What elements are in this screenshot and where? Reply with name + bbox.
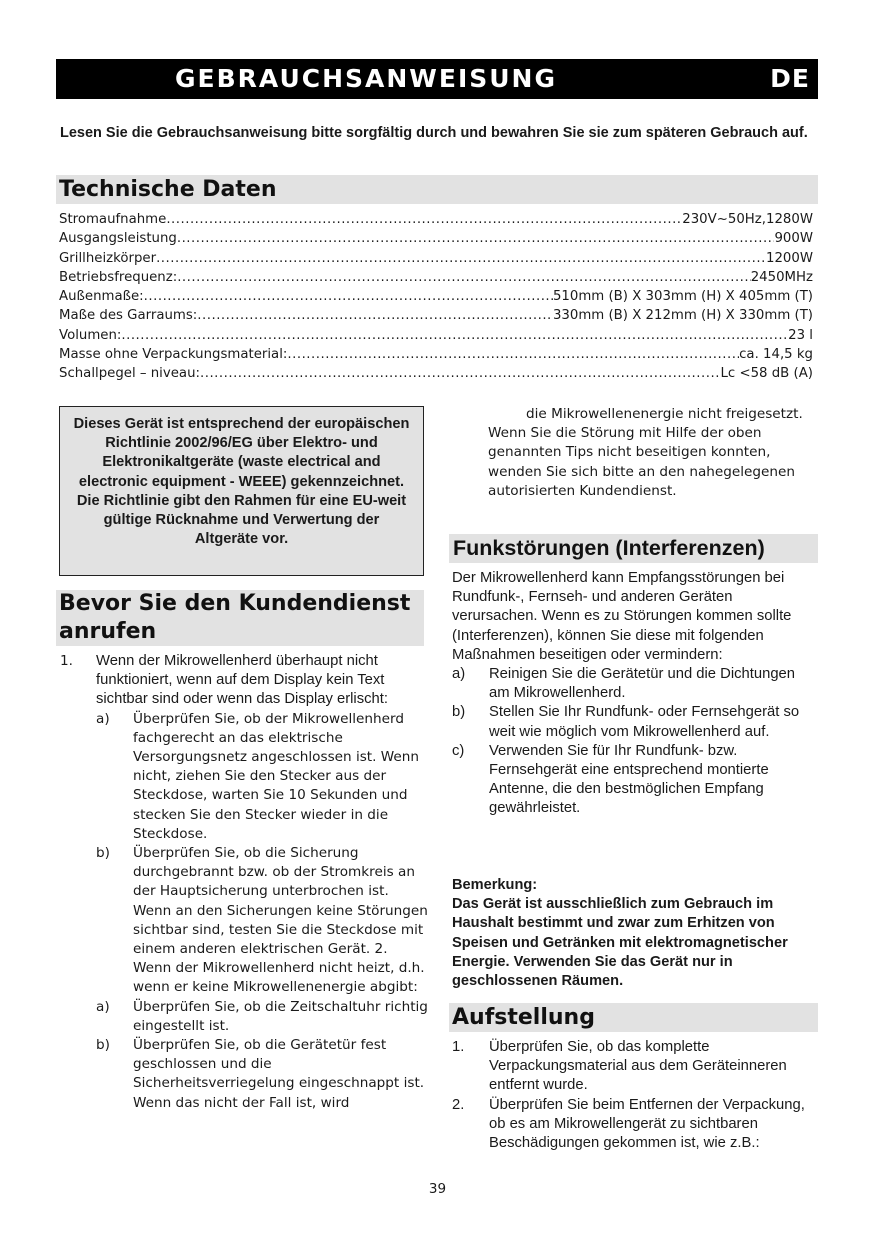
list-marker: b)	[452, 704, 466, 721]
list-item-text: Überprüfen Sie, ob der Mikrowellenherd fachgerecht an das elektrische Versorgungsnetz angeschlossen ist. Wenn nicht, ziehen Sie den Stecker aus der Steckdose, warten Sie 10 Sekunden und stecken Sie den Stecker wieder in die Steckdose.	[133, 710, 420, 842]
spec-value: 900W	[774, 231, 813, 247]
spec-row	[59, 364, 813, 383]
section-heading-funkstoerungen: Funkstörungen (Interferenzen)	[449, 534, 818, 563]
list-marker: c)	[452, 742, 465, 759]
list-marker: 2.	[452, 1096, 465, 1113]
spec-value: 2450MHz	[750, 269, 813, 285]
list-marker: a)	[452, 666, 466, 683]
kundendienst-continuation	[488, 405, 813, 501]
weee-notice-box: Dieses Gerät ist entsprechend der europäischen Richtlinie 2002/96/EG über Elektro- und Elektronikaltgeräte (waste electrical and electronic equipment - WEEE) gekennzeichnet. Die Richtlinie gibt den Rahmen für eine EU-weit gültige Rücknahme und Verwertung der Altgeräte vor.	[59, 406, 424, 576]
note-box	[452, 876, 818, 991]
spec-value: 1200W	[766, 250, 813, 266]
list-item-text: Überprüfen Sie, ob die Gerätetür fest geschlossen und die Sicherheitsverriegelung eingeschnappt ist. Wenn das nicht der Fall ist, wird	[133, 1037, 425, 1111]
spec-value: ca. 14,5 kg	[739, 347, 813, 363]
note-label: Bemerkung:	[452, 877, 538, 893]
spec-row	[59, 287, 813, 306]
list-item-text: Überprüfen Sie, ob das komplette Verpackungsmaterial aus dem Geräteinneren entfernt wurde.	[489, 1039, 787, 1094]
kundendienst-list	[60, 652, 428, 1113]
title-bar	[56, 59, 818, 99]
list-item	[60, 652, 428, 710]
note-text: Das Gerät ist ausschließlich zum Gebrauch im Haushalt bestimmt und zwar zum Erhitzen von Speisen und Getränken mit elektromagnetischer Energie. Verwenden Sie das Gerät nur in geschlossenen Räumen.	[452, 896, 788, 990]
list-item-text: Reinigen Sie die Gerätetür und die Dichtungen am Mikrowellenherd.	[489, 666, 796, 702]
spec-table	[59, 210, 813, 384]
list-marker: 1.	[60, 653, 73, 669]
spec-row	[59, 326, 813, 345]
spec-label: Volumen:	[59, 327, 122, 343]
spec-row	[59, 210, 813, 229]
list-marker: a)	[96, 998, 110, 1015]
page-number: 39	[428, 1181, 447, 1197]
spec-label: Betriebsfrequenz:	[59, 269, 178, 285]
list-item	[452, 742, 818, 819]
list-marker: b)	[96, 845, 110, 862]
spec-label: Stromaufnahme	[59, 212, 167, 227]
list-item	[60, 844, 428, 998]
list-item-text: Überprüfen Sie beim Entfernen der Verpackung, ob es am Mikrowellengerät zu sichtbaren Beschädigungen gekommen ist, wie z.B.:	[489, 1096, 805, 1152]
spec-label: Ausgangsleistung	[59, 231, 177, 247]
section-heading-technische-daten: Technische Daten	[56, 175, 818, 204]
continuation-text: die Mikrowellenenergie nicht freigesetzt.	[526, 406, 803, 422]
funk-section	[452, 569, 818, 819]
list-marker: b)	[96, 1037, 110, 1054]
aufstellung-list	[452, 1038, 818, 1153]
list-marker: 1.	[452, 1039, 465, 1055]
spec-row	[59, 268, 813, 287]
list-marker: a)	[96, 710, 110, 727]
list-item	[452, 703, 818, 741]
spec-label: Grillheizkörper	[59, 250, 157, 266]
list-item-text: Stellen Sie Ihr Rundfunk- oder Fernsehgerät so weit wie möglich vom Mikrowellenherd auf.	[489, 704, 800, 740]
spec-label: Maße des Garraums:	[59, 308, 198, 324]
spec-value: 510mm (B) X 303mm (H) X 405mm (T)	[552, 289, 813, 305]
list-item	[452, 1038, 818, 1096]
language-code: DE	[770, 64, 810, 93]
page-title: GEBRAUCHSANWEISUNG	[174, 64, 558, 93]
spec-row	[59, 229, 813, 248]
continuation-text: Wenn Sie die Störung mit Hilfe der oben genannten Tips nicht beseitigen konnten, wenden Sie sich bitte an den nahegelegenen autorisierten Kundendienst.	[488, 425, 795, 499]
section-heading-aufstellung: Aufstellung	[449, 1003, 818, 1032]
spec-label: Masse ohne Verpackungsmaterial:	[59, 347, 288, 363]
spec-value: 23 l	[788, 327, 813, 343]
spec-label: Außenmaße:	[59, 289, 144, 305]
intro-text: Lesen Sie die Gebrauchsanweisung bitte sorgfältig durch und bewahren Sie sie zum späteren Gebrauch auf.	[60, 125, 808, 141]
spec-row	[59, 249, 813, 268]
section-heading-kundendienst: Bevor Sie den Kundendienst anrufen	[56, 590, 424, 646]
list-item	[60, 998, 428, 1036]
spec-value: Lc <58 dB (A)	[720, 366, 813, 382]
spec-value: 230V~50Hz,1280W	[682, 212, 813, 227]
funk-intro: Der Mikrowellenherd kann Empfangsstörungen bei Rundfunk-, Fernseh- und anderen Geräten verursachen. Wenn es zu Störungen kommen sollte (Interferenzen), können Sie diese mit folgenden Maßnahmen beseitigen oder vermindern:	[452, 570, 792, 663]
list-item	[60, 1036, 428, 1113]
list-item-text: Überprüfen Sie, ob die Zeitschaltuhr richtig eingestellt ist.	[133, 998, 428, 1034]
spec-value: 330mm (B) X 212mm (H) X 330mm (T)	[552, 308, 813, 324]
list-item-text: Wenn der Mikrowellenherd überhaupt nicht funktioniert, wenn auf dem Display kein Text sichtbar sind oder wenn das Display erlischt:	[96, 653, 388, 708]
list-item	[60, 710, 428, 844]
spec-row	[59, 345, 813, 364]
list-item-text: Verwenden Sie für Ihr Rundfunk- bzw. Fernsehgerät eine entsprechend montierte Antenne, die den bestmöglichen Empfang gewährleistet.	[489, 742, 769, 817]
spec-label: Schallpegel – niveau:	[59, 366, 200, 382]
spec-row	[59, 306, 813, 325]
list-item	[452, 665, 818, 703]
list-item	[452, 1096, 818, 1154]
list-item-text: Überprüfen Sie, ob die Sicherung durchgebrannt bzw. ob der Stromkreis an der Hauptsicherung unterbrochen ist. Wenn an den Sicherungen keine Störungen sichtbar sind, testen Sie die Steckdose mit einem anderen elektrischen Gerät. 2. Wenn der Mikrowellenherd nicht heizt, d.h. wenn er keine Mikrowellenenergie abgibt:	[133, 845, 428, 996]
